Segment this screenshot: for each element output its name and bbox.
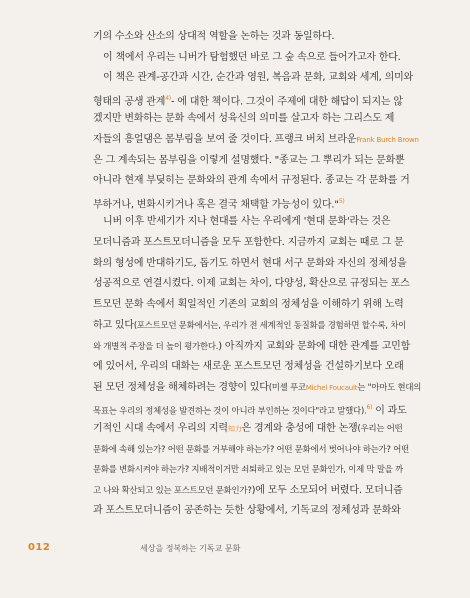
page-number: 012 [28,542,51,553]
text-line: 화의 형성에 반대하기도, 돕기도 하면서 현대 서구 문화와 자신의 정체성을 [93,257,407,269]
text-segment: 된 모던 정체성을 해체하려는 경향이 있다 [93,382,269,394]
text-line [93,418,448,439]
text-segment: 기적인 시대 속에서 우리의 지력 [93,423,228,435]
body-text [93,27,448,521]
page-footer [0,542,470,562]
hanja-gloss: 知力 [227,425,242,434]
text-segment: 부하거나, 변화시키거나 혹은 결국 채택할 가능성이 있다." [93,199,339,211]
text-segment: )에 모두 소모되어 버렸다. 모더니즘 [251,485,403,497]
parenthetical: 와 개별적 주장을 더 높이 평가한다. [93,340,219,351]
parenthetical: (포스트모던 문화에서는, 우리가 전 세계적인 동질화를 경험하면 할수록, 차이 [133,320,407,331]
text-line [93,377,448,398]
text-line: 이 책에서 우리는 니버가 탐험했던 바로 그 숲 속으로 들어가고자 한다. [103,51,401,63]
parenthetical: (우리는 어떤 [357,423,403,434]
parenthetical: 고 나와 확산되고 있는 포스트모던 문화인가? [93,485,252,496]
text-line [93,130,448,151]
text-segment: 이 과도 [372,405,407,417]
text-line [93,336,448,357]
text-line [93,315,448,336]
text-line: 이 책은 관계-공간과 시간, 순간과 영원, 복음과 문화, 교회와 세계, 의미와 [103,72,413,84]
text-line: 성공적으로 연결시켰다. 이제 교회는 차이, 다양성, 확산으로 규정되는 포스 [93,278,410,290]
text-line: 과 포스트모더니즘이 공존하는 듯한 상황에서, 기독교의 정체성과 문화와 [93,504,401,516]
parenthetical: 는 "아마도 현대의 [357,382,422,393]
text-line: 기의 수소와 산소의 상대적 역할을 논하는 것과 동일하다. [93,31,335,42]
text-line: 아니라 현재 부딪히는 문화와의 관계 속에서 규정된다. 종교는 각 문화를 거 [93,175,410,187]
text-line: 니버 이후 반세기가 지나 현대를 사는 우리에게 '현대 문화'라는 것은 [103,216,391,228]
text-segment: 자들의 흥얼댐은 몸부림을 보여 줄 것이다. 프랭크 버치 브라운 [93,133,357,145]
text-segment: - 에 대한 책이다. 그것이 주제에 대한 해답이 되지는 않 [170,96,403,108]
footnote-marker: 5) [338,197,345,205]
footnote-marker: 6) [366,403,373,411]
text-line: 은 그 계속되는 몸부림을 이렇게 설명했다. "종교는 그 뿌리가 되는 문화뿐 [93,154,405,166]
running-title: 세상을 정복하는 기독교 문화 [140,544,241,553]
text-line: 겠지만 변화하는 문화 속에서 성육신의 의미를 살고자 하는 그리스도 제 [93,113,395,125]
text-segment: 은 경계와 충성에 대한 논쟁 [241,423,358,435]
text-line [93,89,448,110]
text-line: 에 있어서, 우리의 대화는 새로운 포스트모던 정체성을 건설하기보다 오래 [93,360,404,372]
text-line: 문화에 속해 있는가? 어떤 문화를 거부해야 하는가? 어떤 문화에서 벗어나야 하는가? 어떤 [93,443,409,454]
text-line [93,480,448,501]
footnote-marker: 4) [165,94,171,102]
parenthetical: (미셸 푸코 [268,382,306,393]
text-line [93,192,448,213]
text-segment: 형태의 공생 관계 [93,96,166,108]
text-segment: 하고 있다 [93,320,134,332]
text-line: 문화를 변화시켜야 하는가? 지배적이거만 쇠퇴하고 있는 모던 문화인가, 이제 막 말을 까 [93,464,403,475]
parenthetical: 목표는 우리의 정체성을 발견하는 것이 아니라 부인하는 것이다"라고 말했다). [93,405,367,416]
foreign-name: Frank Burch Brown [356,135,419,144]
text-line: 모더니즘과 포스트모더니즘을 모두 포함한다. 지금까지 교회는 때로 그 문 [93,236,404,248]
text-line: 트모던 문화 속에서 획일적인 기존의 교회의 정체성을 이해하기 위해 노력 [93,298,404,310]
text-segment: ) 아직까지 교회와 문화에 대한 관계를 고민함 [218,340,411,352]
text-line [93,398,448,419]
foreign-name: Michel Foucault [305,384,358,393]
